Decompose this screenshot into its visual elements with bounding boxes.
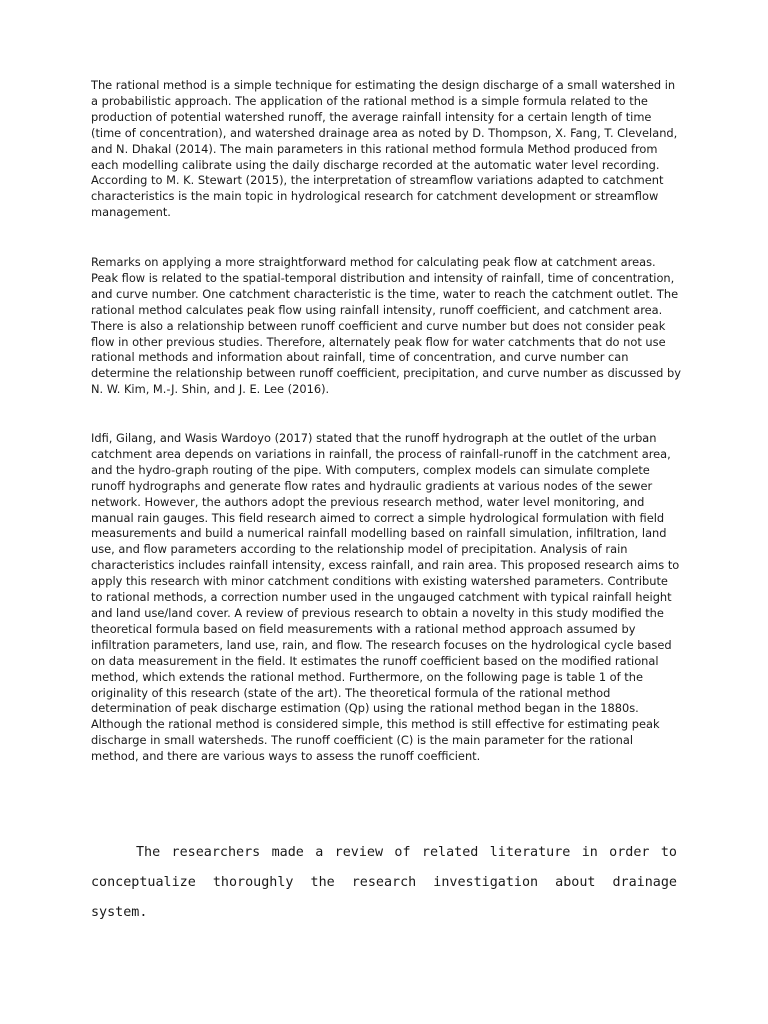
paragraph-literature-review-intro: The researchers made a review of related literature in order to conceptualize thoroughly the research investigation about drainage system. xyxy=(91,845,677,920)
paragraph-peak-flow-remarks: Remarks on applying a more straightforward method for calculating peak flow at catchment areas. Peak flow is related to the spatial-temporal distribution and intensity of rainfall, time of concentration, and curve number. One catchment characteristic is the time, water to reach the catchment outlet. The rational method calculates peak flow using rainfall intensity, runoff coefficient, and catchment area. There is also a relationship between runoff coefficient and curve number but does not consider peak flow in other previous studies. Therefore, alternately peak flow for water catchments that do not use rational methods and information about rainfall, time of concentration, and curve number can determine the relationship between runoff coefficient, precipitation, and curve number as discussed by N. W. Kim, M.-J. Shin, and J. E. Lee (2016). xyxy=(91,255,681,397)
paragraph-rational-method: The rational method is a simple technique for estimating the design discharge of a small watershed in a probabilistic approach. The application of the rational method is a simple formula related to the production of potential watershed runoff, the average rainfall intensity for a certain length of time (time of concentration), and watershed drainage area as noted by D. Thompson, X. Fang, T. Cleveland, and N. Dhakal (2014). The main parameters in this rational method formula Method produced from each modelling calibrate using the daily discharge recorded at the automatic water level recording. According to M. K. Stewart (2015), the interpretation of streamflow variations adapted to catchment characteristics is the main topic in hydrological research for catchment development or streamflow management. xyxy=(91,78,678,220)
paragraph-runoff-hydrograph: Idfi, Gilang, and Wasis Wardoyo (2017) stated that the runoff hydrograph at the outlet of the urban catchment area depends on variations in rainfall, the process of rainfall-runoff in the catchment area, and the hydro-graph routing of the pipe. With computers, complex models can simulate complete runoff hydrographs and generate flow rates and hydraulic gradients at various nodes of the sewer network. However, the authors adopt the previous research method, water level monitoring, and manual rain gauges. This field research aimed to correct a simple hydrological formulation with field measurements and build a numerical rainfall modelling based on rainfall simulation, infiltration, land use, and flow parameters according to the relationship model of precipitation. Analysis of rain characteristics includes rainfall intensity, excess rainfall, and rain area. This proposed research aims to apply this research with minor catchment conditions with existing watershed parameters. Contribute to rational methods, a correction number used in the ungauged catchment with typical rainfall height and land use/land cover. A review of previous research to obtain a novelty in this study modified the theoretical formula based on field measurements with a rational method approach assumed by infiltration parameters, land use, rain, and flow. The research focuses on the hydrological cycle based on data measurement in the field. It estimates the runoff coefficient based on the modified rational method, which extends the rational method. Furthermore, on the following page is table 1 of the originality of this research (state of the art). The theoretical formula of the rational method determination of peak discharge estimation (Qp) using the rational method began in the 1880s. Although the rational method is considered simple, this method is still effective for estimating peak discharge in small watersheds. The runoff coefficient (C) is the main parameter for the rational method, and there are various ways to assess the runoff coefficient. xyxy=(91,431,680,764)
